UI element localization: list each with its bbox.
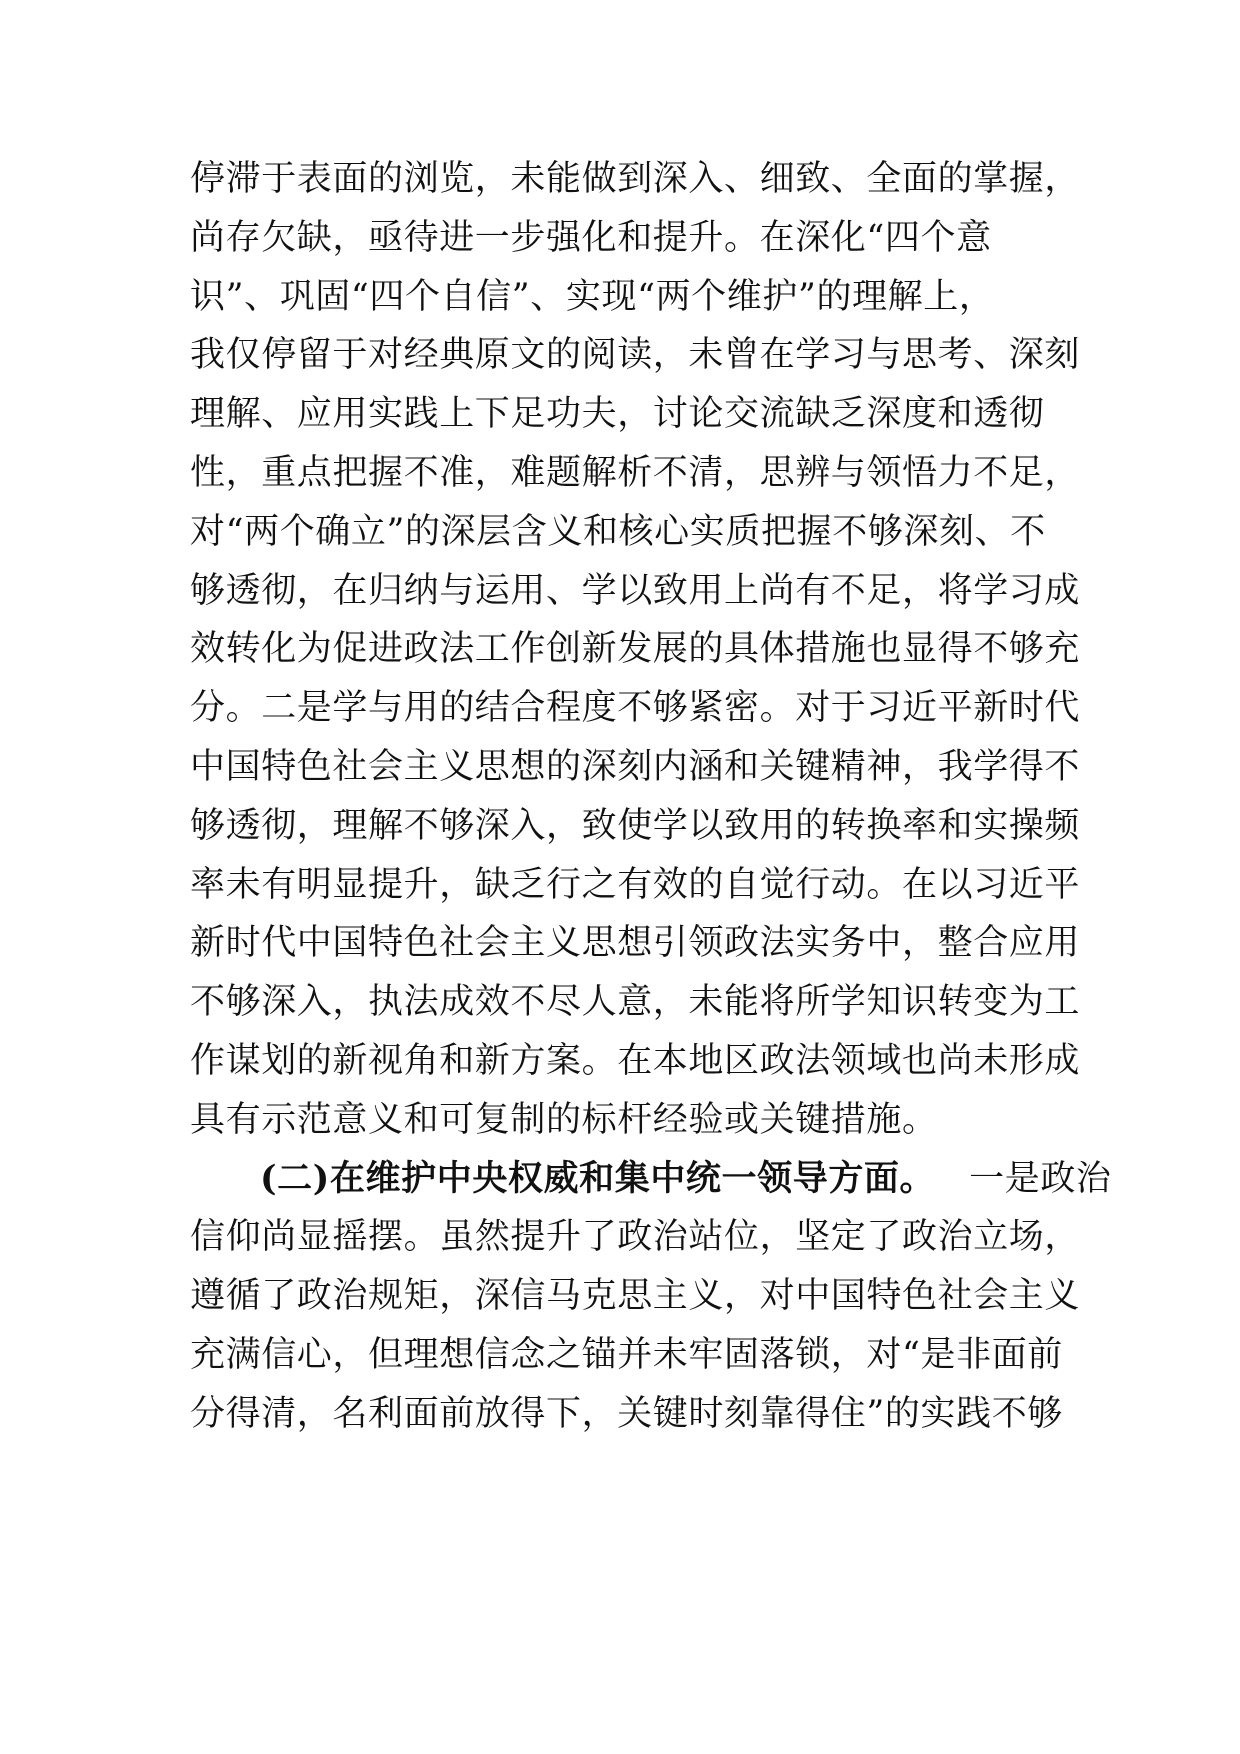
body-text: [190, 150, 1112, 1444]
text-line: 性，重点把握不准，难题解析不清，思辨与领悟力不足，: [190, 452, 1081, 493]
text-line: 分。二是学与用的结合程度不够紧密。对于习近平新时代: [190, 688, 1081, 729]
text-line: 效转化为促进政法工作创新发展的具体措施也显得不够充: [190, 629, 1081, 670]
text-line: 对“两个确立”的深层含义和核心实质把握不够深刻、不: [190, 511, 1046, 552]
section-heading-line: [190, 1150, 1112, 1209]
text-line: 尚存欠缺，亟待进一步强化和提升。在深化“四个意: [190, 217, 992, 258]
text-line: 够透彻，理解不够深入，致使学以致用的转换率和实操频: [190, 805, 1081, 846]
text-line: 率未有明显提升，缺乏行之有效的自觉行动。在以习近平: [190, 864, 1081, 905]
text-line: 信仰尚显摇摆。虽然提升了政治站位，坚定了政治立场，: [190, 1217, 1081, 1258]
text-line: 中国特色社会主义思想的深刻内涵和关键精神，我学得不: [190, 746, 1081, 787]
text-line: 理解、应用实践上下足功夫，讨论交流缺乏深度和透彻: [190, 394, 1045, 435]
text-line: 不够深入，执法成效不尽人意，未能将所学知识转变为工: [190, 982, 1081, 1023]
text-line: 停滞于表面的浏览，未能做到深入、细致、全面的掌握，: [190, 159, 1081, 199]
section-heading-continuation: 一是政治: [969, 1158, 1112, 1199]
text-line: 充满信心，但理想信念之锚并未牢固落锁，对“是非面前: [190, 1334, 1063, 1375]
text-line: 分得清，名利面前放得下，关键时刻靠得住”的实践不够: [190, 1393, 1063, 1434]
text-line: 够透彻，在归纳与运用、学以致用上尚有不足，将学习成: [190, 570, 1081, 611]
text-line: 作谋划的新视角和新方案。在本地区政法领域也尚未形成: [190, 1040, 1081, 1081]
text-line: 具有示范意义和可复制的标杆经验或关键措施。: [190, 1099, 938, 1140]
text-line: 遵循了政治规矩，深信马克思主义，对中国特色社会主义: [190, 1276, 1081, 1317]
text-line: 我仅停留于对经典原文的阅读，未曾在学习与思考、深刻: [190, 335, 1081, 376]
text-line: 新时代中国特色社会主义思想引领政法实务中，整合应用: [190, 923, 1081, 964]
text-line: 识”、巩固“四个自信”、实现“两个维护”的理解上，: [190, 276, 995, 317]
section-heading: (二)在维护中央权威和集中统一领导方面。: [260, 1157, 936, 1199]
